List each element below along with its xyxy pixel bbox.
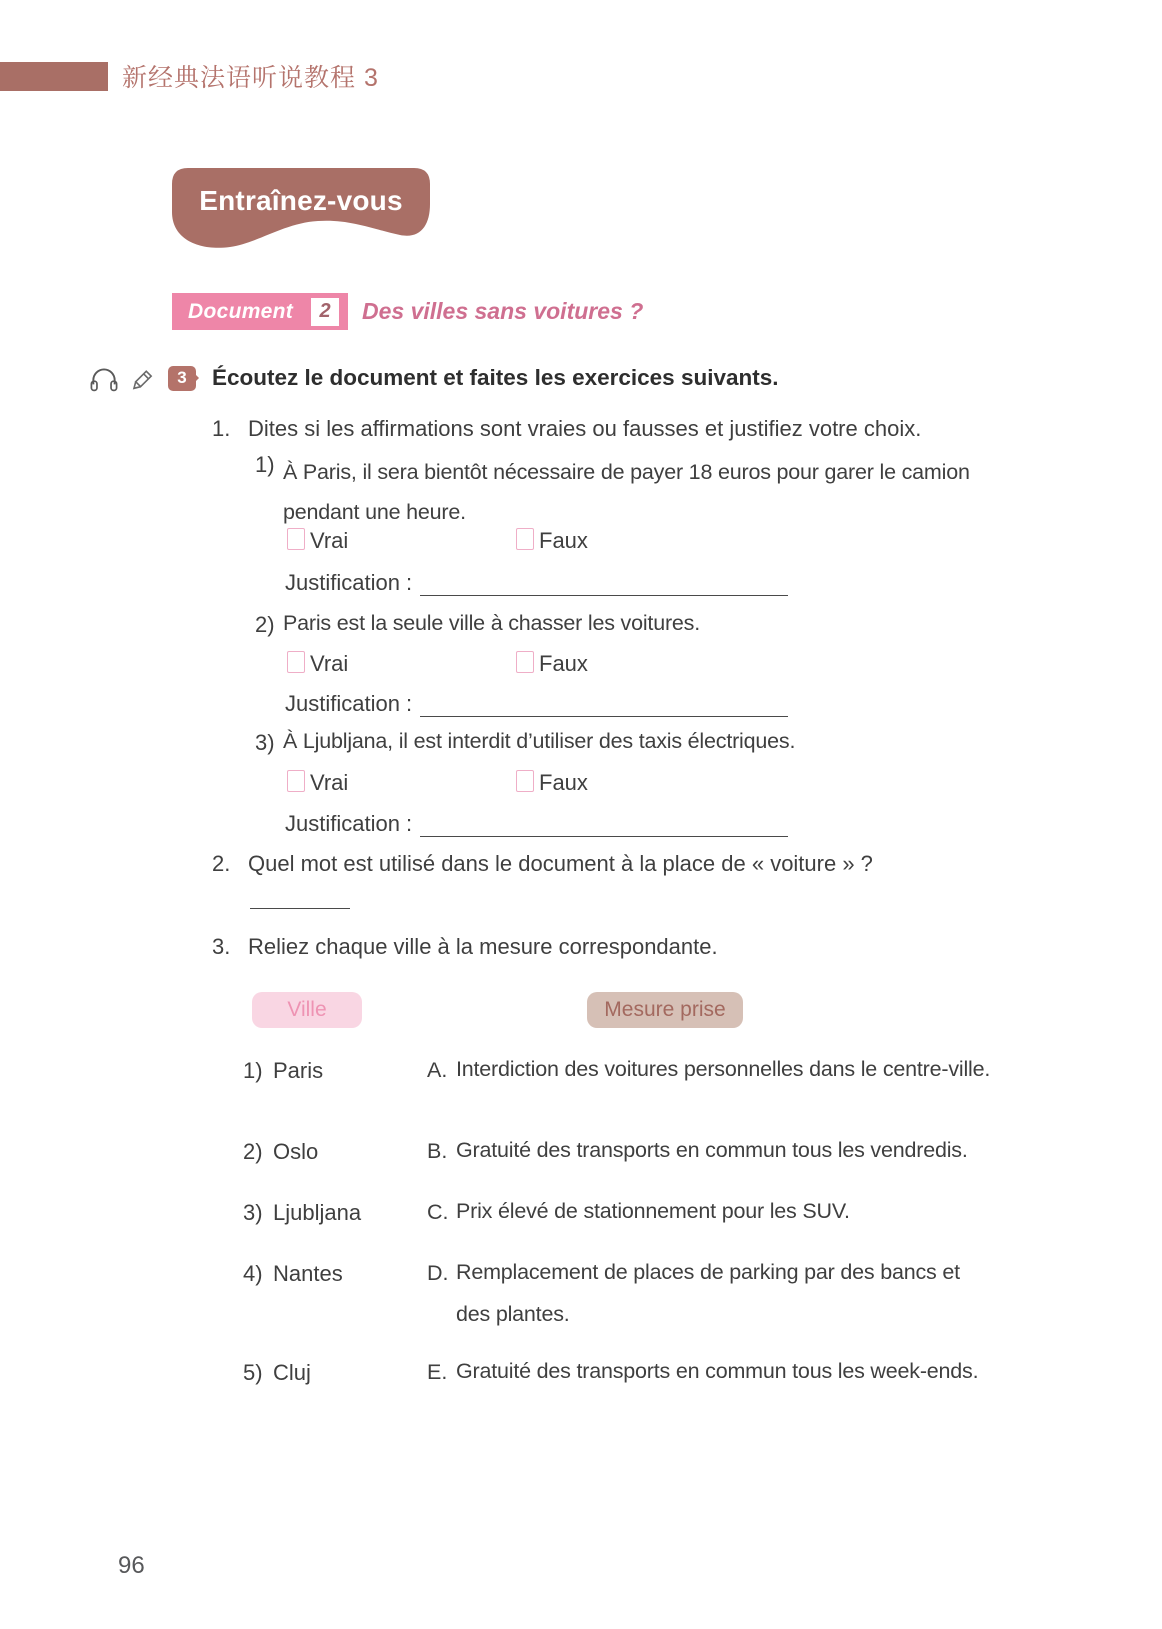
headphones-icon xyxy=(88,362,120,394)
question-1 xyxy=(212,416,921,442)
vrai-checkbox-3[interactable] xyxy=(287,770,305,792)
page-number: 96 xyxy=(118,1552,145,1579)
answer-blank-q2[interactable] xyxy=(250,908,350,909)
statement-1 xyxy=(255,452,988,532)
question-2-prompt: Quel mot est utilisé dans le document à la place de « voiture » ? xyxy=(248,851,873,876)
measure-letter: C. xyxy=(427,1200,449,1224)
question-3-prompt: Reliez chaque ville à la mesure correspondante. xyxy=(248,934,718,959)
book-title: 新经典法语听说教程 3 xyxy=(122,64,379,92)
question-1-number: 1. xyxy=(212,416,231,441)
document-label-text: Document xyxy=(188,299,294,323)
city-number: 4) xyxy=(243,1261,263,1286)
statement-2-number: 2) xyxy=(255,612,275,637)
justification-blank-1[interactable] xyxy=(420,570,788,596)
faux-label-2: Faux xyxy=(539,651,588,676)
measure-text: Gratuité des transports en commun tous les week-ends. xyxy=(456,1359,979,1383)
city-number: 5) xyxy=(243,1360,263,1385)
justification-blank-2[interactable] xyxy=(420,691,788,717)
measure-text: Prix élevé de stationnement pour les SUV. xyxy=(456,1199,850,1223)
header-accent-bar xyxy=(0,62,108,91)
statement-1-number: 1) xyxy=(255,452,275,477)
question-3 xyxy=(212,934,718,960)
question-2-number: 2. xyxy=(212,851,231,876)
ville-column-header: Ville xyxy=(252,992,362,1028)
city-number: 3) xyxy=(243,1200,263,1225)
vrai-label-1: Vrai xyxy=(310,528,349,553)
measure-text: Interdiction des voitures personnelles dans le centre-ville. xyxy=(456,1057,991,1081)
statement-1-text: À Paris, il sera bientôt nécessaire de payer 18 euros pour garer le camion pendant une heure. xyxy=(283,460,970,524)
justification-label-1: Justification : xyxy=(285,570,413,595)
measure-letter: A. xyxy=(427,1058,448,1082)
justification-label-2: Justification : xyxy=(285,691,413,716)
city-number: 1) xyxy=(243,1058,263,1083)
measure-text: Gratuité des transports en commun tous les vendredis. xyxy=(456,1138,968,1162)
city-name: Cluj xyxy=(273,1360,311,1385)
statement-2 xyxy=(255,612,700,643)
question-3-number: 3. xyxy=(212,934,231,959)
document-number-box: 2 xyxy=(311,298,339,326)
city-name: Nantes xyxy=(273,1261,343,1286)
mesure-column-header: Mesure prise xyxy=(587,992,743,1028)
faux-checkbox-1[interactable] xyxy=(516,528,534,550)
vrai-checkbox-1[interactable] xyxy=(287,528,305,550)
document-label xyxy=(172,293,348,330)
document-title-row xyxy=(172,293,643,330)
justification-row-1 xyxy=(285,570,788,596)
justification-label-3: Justification : xyxy=(285,811,413,836)
entrainez-vous-banner xyxy=(172,168,430,252)
faux-label-3: Faux xyxy=(539,770,588,795)
city-name: Ljubljana xyxy=(273,1200,362,1225)
statement-3-number: 3) xyxy=(255,730,275,755)
justification-row-3 xyxy=(285,811,788,837)
vrai-label-2: Vrai xyxy=(310,651,349,676)
justification-row-2 xyxy=(285,691,788,717)
question-1-prompt: Dites si les affirmations sont vraies ou fausses et justifiez votre choix. xyxy=(248,416,922,441)
listening-instruction: Écoutez le document et faites les exercices suivants. xyxy=(212,365,779,390)
measure-letter: D. xyxy=(427,1261,449,1285)
pencil-icon xyxy=(128,362,160,394)
statement-3 xyxy=(255,730,795,761)
exercise-number-badge: 3 xyxy=(168,366,196,391)
banner-label: Entraînez-vous xyxy=(199,185,403,216)
city-number: 2) xyxy=(243,1139,263,1164)
statement-3-text: À Ljubljana, il est interdit d’utiliser des taxis électriques. xyxy=(283,729,796,753)
city-name: Oslo xyxy=(273,1139,319,1164)
faux-label-1: Faux xyxy=(539,528,588,553)
question-2 xyxy=(212,851,873,877)
justification-blank-3[interactable] xyxy=(420,811,788,837)
statement-2-text: Paris est la seule ville à chasser les voitures. xyxy=(283,611,700,635)
city-name: Paris xyxy=(273,1058,324,1083)
vrai-label-3: Vrai xyxy=(310,770,349,795)
document-title: Des villes sans voitures ? xyxy=(362,298,644,324)
listening-instruction-row xyxy=(88,362,779,394)
measure-text: Remplacement de places de parking par des bancs et des plantes. xyxy=(456,1260,960,1326)
faux-checkbox-2[interactable] xyxy=(516,651,534,673)
measure-letter: E. xyxy=(427,1360,448,1384)
vrai-checkbox-2[interactable] xyxy=(287,651,305,673)
measure-letter: B. xyxy=(427,1139,448,1163)
faux-checkbox-3[interactable] xyxy=(516,770,534,792)
